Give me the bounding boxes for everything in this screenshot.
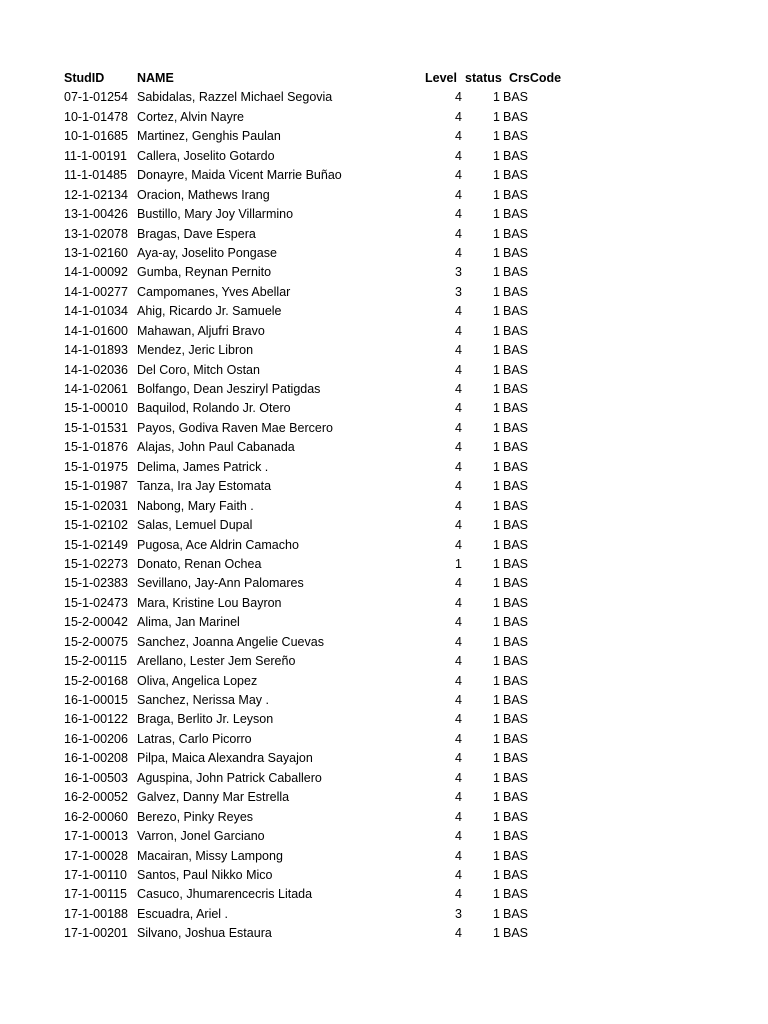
cell-level: 4: [455, 693, 462, 707]
cell-status: 1: [493, 790, 500, 805]
cell-crscode: BAS: [503, 226, 529, 241]
cell-name: Delima, James Patrick .: [137, 459, 269, 474]
header-status: status: [465, 71, 502, 85]
cell-level: 4: [455, 304, 462, 319]
cell-studid: 14-1-01600: [64, 323, 128, 338]
cell-status: 1: [493, 673, 500, 688]
cell-status: 1: [493, 595, 500, 610]
cell-level: 4: [455, 362, 462, 377]
cell-studid: 10-1-01478: [64, 109, 128, 124]
cell-level: 4: [455, 867, 462, 882]
table-row: [0, 477, 768, 496]
cell-status: 1: [493, 420, 500, 435]
cell-crscode: BAS: [503, 498, 529, 513]
cell-studid: 16-1-00122: [64, 712, 128, 727]
cell-name: Pugosa, Ace Aldrin Camacho: [137, 537, 299, 552]
cell-level: 4: [455, 673, 462, 688]
cell-level: 4: [455, 537, 462, 552]
cell-name: Braga, Berlito Jr. Leyson: [137, 712, 274, 727]
cell-crscode: BAS: [503, 693, 529, 707]
cell-studid: 17-1-00188: [64, 906, 128, 921]
cell-studid: 13-1-02078: [64, 226, 128, 241]
cell-status: 1: [493, 323, 500, 338]
cell-name: Macairan, Missy Lampong: [137, 848, 283, 863]
cell-status: 1: [493, 751, 500, 766]
table-row: [0, 361, 768, 380]
cell-status: 1: [493, 809, 500, 824]
cell-crscode: BAS: [503, 537, 529, 552]
cell-name: Payos, Godiva Raven Mae Bercero: [137, 420, 333, 435]
cell-crscode: BAS: [503, 187, 529, 202]
table-body: [0, 88, 768, 943]
cell-studid: 14-1-02036: [64, 362, 128, 377]
cell-level: 4: [455, 148, 462, 163]
cell-level: 4: [455, 498, 462, 513]
cell-level: 4: [455, 226, 462, 241]
cell-crscode: BAS: [503, 634, 529, 649]
cell-level: 4: [455, 829, 462, 844]
table-row: [0, 283, 768, 302]
cell-status: 1: [493, 304, 500, 319]
table-row: [0, 166, 768, 185]
table-row: [0, 613, 768, 632]
cell-studid: 14-1-00092: [64, 265, 128, 280]
cell-studid: 15-1-02031: [64, 498, 128, 513]
table-row: [0, 497, 768, 516]
header-studid: StudID: [64, 71, 105, 85]
cell-name: Sabidalas, Razzel Michael Segovia: [137, 90, 333, 105]
table-row: [0, 633, 768, 652]
cell-status: 1: [493, 440, 500, 455]
cell-status: 1: [493, 362, 500, 377]
table-row: [0, 769, 768, 788]
cell-level: 4: [455, 440, 462, 455]
cell-name: Santos, Paul Nikko Mico: [137, 867, 273, 882]
cell-crscode: BAS: [503, 420, 529, 435]
cell-name: Mara, Kristine Lou Bayron: [137, 595, 282, 610]
table-row: [0, 536, 768, 555]
cell-studid: 16-1-00208: [64, 751, 128, 766]
cell-level: 4: [455, 712, 462, 727]
cell-name: Mendez, Jeric Libron: [137, 343, 254, 358]
table-row: [0, 380, 768, 399]
cell-studid: 15-2-00115: [64, 654, 128, 669]
cell-status: 1: [493, 245, 500, 260]
cell-status: 1: [493, 90, 500, 105]
table-row: [0, 516, 768, 535]
cell-level: 4: [455, 90, 462, 105]
cell-name: Del Coro, Mitch Ostan: [137, 362, 260, 377]
cell-studid: 10-1-01685: [64, 129, 128, 144]
cell-studid: 16-2-00052: [64, 790, 128, 805]
cell-studid: 15-1-02473: [64, 595, 128, 610]
cell-level: 4: [455, 459, 462, 474]
cell-level: 4: [455, 654, 462, 669]
table-header-row: [0, 69, 768, 88]
cell-studid: 11-1-00191: [64, 148, 128, 163]
cell-name: Silvano, Joshua Estaura: [137, 926, 272, 941]
cell-studid: 15-1-01987: [64, 479, 128, 494]
cell-crscode: BAS: [503, 906, 529, 921]
cell-crscode: BAS: [503, 848, 529, 863]
student-table: [0, 69, 768, 944]
table-row: [0, 866, 768, 885]
cell-crscode: BAS: [503, 479, 529, 494]
cell-name: Ahig, Ricardo Jr. Samuele: [137, 304, 282, 319]
cell-studid: 11-1-01485: [64, 168, 128, 183]
cell-name: Sanchez, Nerissa May .: [137, 693, 269, 707]
cell-crscode: BAS: [503, 615, 529, 630]
cell-studid: 15-1-02273: [64, 556, 128, 571]
table-row: [0, 458, 768, 477]
cell-studid: 16-1-00206: [64, 731, 128, 746]
cell-studid: 16-1-00503: [64, 770, 128, 785]
cell-level: 4: [455, 420, 462, 435]
cell-crscode: BAS: [503, 829, 529, 844]
cell-status: 1: [493, 829, 500, 844]
cell-crscode: BAS: [503, 731, 529, 746]
cell-name: Campomanes, Yves Abellar: [137, 284, 291, 299]
cell-crscode: BAS: [503, 809, 529, 824]
header-crscode: CrsCode: [509, 71, 562, 85]
cell-level: 4: [455, 323, 462, 338]
cell-studid: 15-1-00010: [64, 401, 128, 416]
cell-crscode: BAS: [503, 362, 529, 377]
cell-name: Aguspina, John Patrick Caballero: [137, 770, 322, 785]
cell-name: Baquilod, Rolando Jr. Otero: [137, 401, 291, 416]
cell-level: 4: [455, 245, 462, 260]
cell-name: Casuco, Jhumarencecris Litada: [137, 887, 313, 902]
cell-level: 3: [455, 284, 462, 299]
cell-level: 4: [455, 790, 462, 805]
cell-crscode: BAS: [503, 867, 529, 882]
cell-crscode: BAS: [503, 712, 529, 727]
cell-name: Tanza, Ira Jay Estomata: [137, 479, 272, 494]
cell-studid: 14-1-01034: [64, 304, 128, 319]
cell-name: Donato, Renan Ochea: [137, 556, 262, 571]
cell-status: 1: [493, 498, 500, 513]
cell-name: Sanchez, Joanna Angelie Cuevas: [137, 634, 324, 649]
cell-level: 4: [455, 848, 462, 863]
cell-level: 1: [455, 556, 462, 571]
cell-name: Galvez, Danny Mar Estrella: [137, 790, 290, 805]
cell-studid: 16-2-00060: [64, 809, 128, 824]
cell-status: 1: [493, 459, 500, 474]
cell-status: 1: [493, 479, 500, 494]
table-row: [0, 147, 768, 166]
cell-level: 4: [455, 168, 462, 183]
cell-status: 1: [493, 926, 500, 941]
cell-name: Oracion, Mathews Irang: [137, 187, 270, 202]
cell-status: 1: [493, 887, 500, 902]
table-row: [0, 127, 768, 146]
table-row: [0, 885, 768, 904]
table-row: [0, 808, 768, 827]
table-row: [0, 827, 768, 846]
cell-level: 4: [455, 518, 462, 533]
cell-status: 1: [493, 343, 500, 358]
cell-studid: 15-2-00075: [64, 634, 128, 649]
cell-crscode: BAS: [503, 887, 529, 902]
cell-status: 1: [493, 770, 500, 785]
cell-level: 4: [455, 887, 462, 902]
cell-studid: 17-1-00013: [64, 829, 128, 844]
cell-studid: 14-1-02061: [64, 382, 128, 396]
cell-status: 1: [493, 168, 500, 183]
table-row: [0, 555, 768, 574]
cell-level: 4: [455, 129, 462, 144]
cell-crscode: BAS: [503, 304, 529, 319]
cell-name: Salas, Lemuel Dupal: [137, 518, 253, 533]
cell-crscode: BAS: [503, 148, 529, 163]
cell-crscode: BAS: [503, 284, 529, 299]
table-row: [0, 322, 768, 341]
cell-status: 1: [493, 556, 500, 571]
cell-name: Sevillano, Jay-Ann Palomares: [137, 576, 304, 591]
cell-status: 1: [493, 867, 500, 882]
cell-level: 4: [455, 382, 462, 396]
cell-studid: 15-1-01975: [64, 459, 128, 474]
cell-status: 1: [493, 906, 500, 921]
table-row: [0, 710, 768, 729]
table-row: [0, 205, 768, 224]
cell-crscode: BAS: [503, 90, 529, 105]
cell-studid: 13-1-02160: [64, 245, 128, 260]
cell-status: 1: [493, 382, 500, 396]
table-row: [0, 225, 768, 244]
header-level: Level: [425, 71, 457, 85]
table-row: [0, 108, 768, 127]
table-row: [0, 302, 768, 321]
table-row: [0, 574, 768, 593]
table-row: [0, 924, 768, 943]
cell-level: 4: [455, 576, 462, 591]
cell-status: 1: [493, 284, 500, 299]
table-row: [0, 419, 768, 438]
cell-name: Donayre, Maida Vicent Marrie Buñao: [137, 168, 342, 183]
cell-name: Nabong, Mary Faith .: [137, 498, 254, 513]
cell-level: 4: [455, 207, 462, 222]
cell-crscode: BAS: [503, 168, 529, 183]
cell-crscode: BAS: [503, 790, 529, 805]
cell-crscode: BAS: [503, 654, 529, 669]
cell-level: 4: [455, 615, 462, 630]
cell-crscode: BAS: [503, 576, 529, 591]
cell-status: 1: [493, 654, 500, 669]
cell-status: 1: [493, 187, 500, 202]
cell-crscode: BAS: [503, 459, 529, 474]
cell-crscode: BAS: [503, 673, 529, 688]
cell-studid: 15-2-00168: [64, 673, 128, 688]
table-row: [0, 399, 768, 418]
table-row: [0, 263, 768, 282]
cell-studid: 14-1-01893: [64, 343, 128, 358]
cell-crscode: BAS: [503, 265, 529, 280]
cell-name: Bragas, Dave Espera: [137, 226, 256, 241]
cell-studid: 17-1-00028: [64, 848, 128, 863]
cell-status: 1: [493, 265, 500, 280]
cell-studid: 16-1-00015: [64, 693, 128, 707]
cell-studid: 17-1-00201: [64, 926, 128, 941]
cell-crscode: BAS: [503, 926, 529, 941]
cell-status: 1: [493, 129, 500, 144]
cell-crscode: BAS: [503, 382, 529, 396]
table-row: [0, 88, 768, 107]
cell-level: 3: [455, 906, 462, 921]
cell-name: Latras, Carlo Picorro: [137, 731, 252, 746]
cell-level: 4: [455, 751, 462, 766]
table-row: [0, 186, 768, 205]
table-row: [0, 905, 768, 924]
cell-status: 1: [493, 712, 500, 727]
cell-crscode: BAS: [503, 343, 529, 358]
cell-level: 4: [455, 731, 462, 746]
table-row: [0, 652, 768, 671]
cell-crscode: BAS: [503, 751, 529, 766]
cell-studid: 07-1-01254: [64, 90, 128, 105]
cell-status: 1: [493, 518, 500, 533]
cell-name: Bustillo, Mary Joy Villarmino: [137, 207, 294, 222]
cell-level: 4: [455, 634, 462, 649]
cell-studid: 14-1-00277: [64, 284, 128, 299]
cell-status: 1: [493, 615, 500, 630]
cell-level: 4: [455, 809, 462, 824]
cell-crscode: BAS: [503, 556, 529, 571]
cell-crscode: BAS: [503, 518, 529, 533]
cell-level: 4: [455, 595, 462, 610]
cell-crscode: BAS: [503, 245, 529, 260]
cell-crscode: BAS: [503, 129, 529, 144]
table-row: [0, 244, 768, 263]
cell-crscode: BAS: [503, 401, 529, 416]
cell-studid: 15-1-01531: [64, 420, 128, 435]
cell-level: 4: [455, 770, 462, 785]
cell-name: Aya-ay, Joselito Pongase: [137, 245, 277, 260]
cell-name: Escuadra, Ariel .: [137, 906, 229, 921]
cell-level: 4: [455, 343, 462, 358]
cell-name: Oliva, Angelica Lopez: [137, 673, 258, 688]
cell-status: 1: [493, 731, 500, 746]
cell-studid: 15-2-00042: [64, 615, 128, 630]
cell-name: Callera, Joselito Gotardo: [137, 148, 275, 163]
cell-name: Varron, Jonel Garciano: [137, 829, 265, 844]
cell-studid: 15-1-01876: [64, 440, 128, 455]
header-name: NAME: [137, 71, 174, 85]
cell-status: 1: [493, 634, 500, 649]
cell-status: 1: [493, 537, 500, 552]
cell-status: 1: [493, 401, 500, 416]
table-row: [0, 730, 768, 749]
cell-name: Alima, Jan Marinel: [137, 615, 240, 630]
cell-crscode: BAS: [503, 207, 529, 222]
cell-level: 4: [455, 479, 462, 494]
cell-name: Martinez, Genghis Paulan: [137, 129, 281, 144]
cell-studid: 15-1-02383: [64, 576, 128, 591]
table-row: [0, 691, 768, 710]
cell-name: Pilpa, Maica Alexandra Sayajon: [137, 751, 313, 766]
cell-level: 4: [455, 926, 462, 941]
cell-status: 1: [493, 576, 500, 591]
cell-crscode: BAS: [503, 595, 529, 610]
cell-level: 4: [455, 187, 462, 202]
table-row: [0, 672, 768, 691]
table-row: [0, 341, 768, 360]
cell-status: 1: [493, 109, 500, 124]
cell-name: Gumba, Reynan Pernito: [137, 265, 272, 280]
table-row: [0, 594, 768, 613]
cell-name: Cortez, Alvin Nayre: [137, 109, 244, 124]
cell-status: 1: [493, 848, 500, 863]
cell-crscode: BAS: [503, 109, 529, 124]
cell-name: Bolfango, Dean Jesziryl Patigdas: [137, 382, 321, 396]
cell-studid: 12-1-02134: [64, 187, 128, 202]
cell-name: Arellano, Lester Jem Sereño: [137, 654, 296, 669]
table-row: [0, 749, 768, 768]
table-row: [0, 847, 768, 866]
cell-studid: 15-1-02102: [64, 518, 128, 533]
cell-name: Mahawan, Aljufri Bravo: [137, 323, 265, 338]
cell-studid: 15-1-02149: [64, 537, 128, 552]
cell-status: 1: [493, 693, 500, 707]
cell-crscode: BAS: [503, 440, 529, 455]
cell-studid: 17-1-00110: [64, 867, 128, 882]
cell-status: 1: [493, 148, 500, 163]
cell-level: 4: [455, 401, 462, 416]
cell-studid: 13-1-00426: [64, 207, 128, 222]
cell-level: 4: [455, 109, 462, 124]
cell-status: 1: [493, 207, 500, 222]
cell-name: Berezo, Pinky Reyes: [137, 809, 254, 824]
cell-crscode: BAS: [503, 323, 529, 338]
cell-studid: 17-1-00115: [64, 887, 128, 902]
cell-crscode: BAS: [503, 770, 529, 785]
table-row: [0, 438, 768, 457]
cell-level: 3: [455, 265, 462, 280]
cell-status: 1: [493, 226, 500, 241]
cell-name: Alajas, John Paul Cabanada: [137, 440, 295, 455]
table-row: [0, 788, 768, 807]
